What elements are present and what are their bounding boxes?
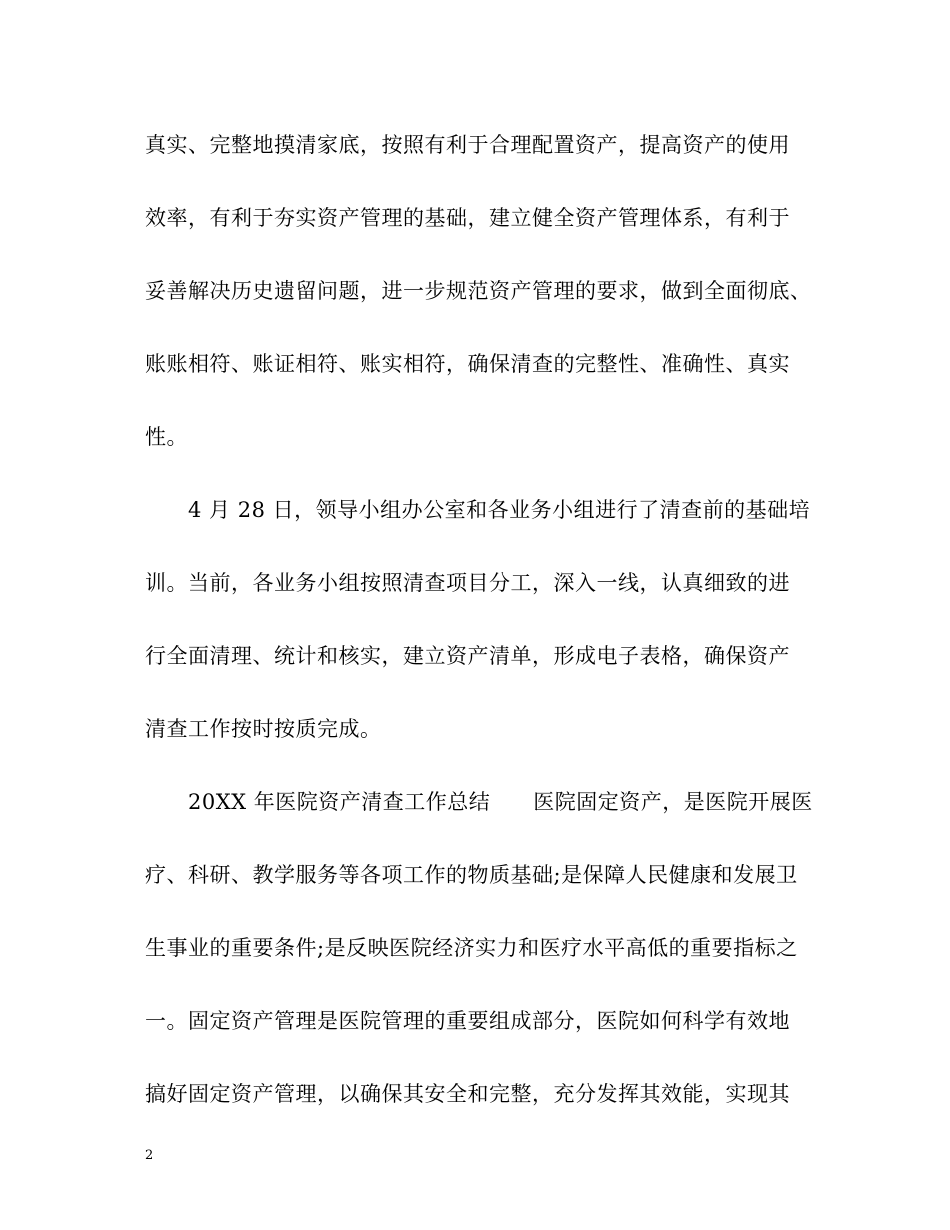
paragraph-first-line: 4 月 28 日，领导小组办公室和各业务小组进行了清查前的基础培 [188, 498, 811, 522]
text-line: 训。当前，各业务小组按照清查项目分工，深入一线，认真细致的进 [145, 571, 790, 595]
paragraph-first-line: 20XX 年医院资产清查工作总结 医院固定资产，是医院开展医 [188, 790, 813, 814]
text-line: 账账相符、账证相符、账实相符，确保清查的完整性、准确性、真实 [145, 352, 790, 376]
text-line: 搞好固定资产管理，以确保其安全和完整，充分发挥其效能，实现其 [145, 1082, 790, 1106]
text-line: 行全面清理、统计和核实，建立资产清单，形成电子表格，确保资产 [145, 644, 790, 668]
text-line: 一。固定资产管理是医院管理的重要组成部分，医院如何科学有效地 [145, 1009, 790, 1033]
text-line: 效率，有利于夯实资产管理的基础，建立健全资产管理体系，有利于 [145, 206, 790, 230]
text-line: 疗、科研、教学服务等各项工作的物质基础;是保障人民健康和发展卫 [145, 863, 798, 887]
text-line: 真实、完整地摸清家底，按照有利于合理配置资产，提高资产的使用 [145, 133, 790, 157]
text-line: 性。 [145, 425, 188, 449]
page-number: 2 [145, 1148, 154, 1163]
text-line: 妥善解决历史遗留问题，进一步规范资产管理的要求，做到全面彻底、 [145, 279, 812, 303]
text-line: 生事业的重要条件;是反映医院经济实力和医疗水平高低的重要指标之 [145, 936, 798, 960]
text-line: 清查工作按时按质完成。 [145, 717, 382, 741]
